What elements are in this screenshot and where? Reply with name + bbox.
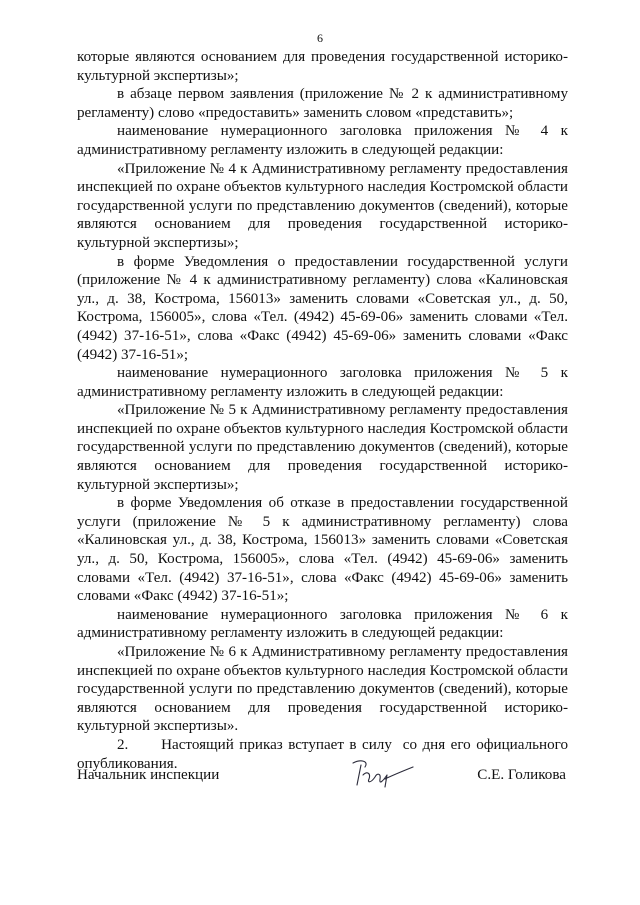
- paragraph: «Приложение № 5 к Административному регламенту предоставления инспекцией по охране объектов культурного наследия Костромской области государственной услуги по представлению документов (сведений), которые являются основанием для проведения государственной историко-культурной экспертизы»;: [77, 402, 568, 493]
- paragraph: в форме Уведомления о предоставлении государственной услуги (приложение № 4 к административному регламенту) слова «Калиновская ул., д. 38, Кострома, 156013» заменить словами «Советская ул., д. 50, Кострома, 156005», слова «Тел. (4942) 45-69-06» заменить словами «Тел. (4942) 37-16-51», слова «Факс (4942) 45-69-06» заменить словами «Факс (4942) 37-16-51»;: [77, 253, 568, 363]
- signatory-name: С.Е. Голикова: [477, 767, 566, 783]
- paragraph: «Приложение № 4 к Административному регламенту предоставления инспекцией по охране объектов культурного наследия Костромской области государственной услуги по представлению документов (сведений), которые являются основанием для проведения государственной историко-культурной экспертизы»;: [77, 160, 568, 251]
- paragraph: наименование нумерационного заголовка приложения № 5 к административному регламенту изложить в следующей редакции:: [77, 365, 568, 400]
- paragraph: «Приложение № 6 к Административному регламенту предоставления инспекцией по охране объектов культурного наследия Костромской области государственной услуги по представлению документов (сведений), которые являются основанием для проведения государственной историко-культурной экспертизы».: [77, 644, 568, 735]
- paragraph: наименование нумерационного заголовка приложения № 4 к административному регламенту изложить в следующей редакции:: [77, 123, 568, 158]
- signatory-title: Начальник инспекции: [77, 767, 220, 783]
- signature-block: [77, 766, 568, 796]
- handwritten-signature: [347, 757, 417, 791]
- paragraph: в форме Уведомления об отказе в предоставлении государственной услуги (приложение № 5 к административному регламенту) слова «Калиновская ул., д. 38, Кострома, 156013» заменить словами «Советская ул., д. 50, Кострома, 156005», слова «Тел. (4942) 45-69-06» заменить словами «Тел. (4942) 37-16-51», слова «Факс (4942) 45-69-06» заменить словами «Факс (4942) 37-16-51»;: [77, 495, 568, 605]
- paragraph: наименование нумерационного заголовка приложения № 6 к административному регламенту изложить в следующей редакции:: [77, 606, 568, 642]
- page-number: 6: [317, 31, 323, 45]
- paragraph: которые являются основанием для проведения государственной историко-культурной экспертизы»;: [77, 49, 568, 84]
- document-body: [77, 48, 572, 773]
- paragraph: в абзаце первом заявления (приложение № 2 к административному регламенту) слово «предоставить» заменить словом «представить»;: [77, 86, 568, 121]
- paragraph-numbered: 2. Настоящий приказ вступает в силу со дня его официального опубликования.: [77, 736, 572, 772]
